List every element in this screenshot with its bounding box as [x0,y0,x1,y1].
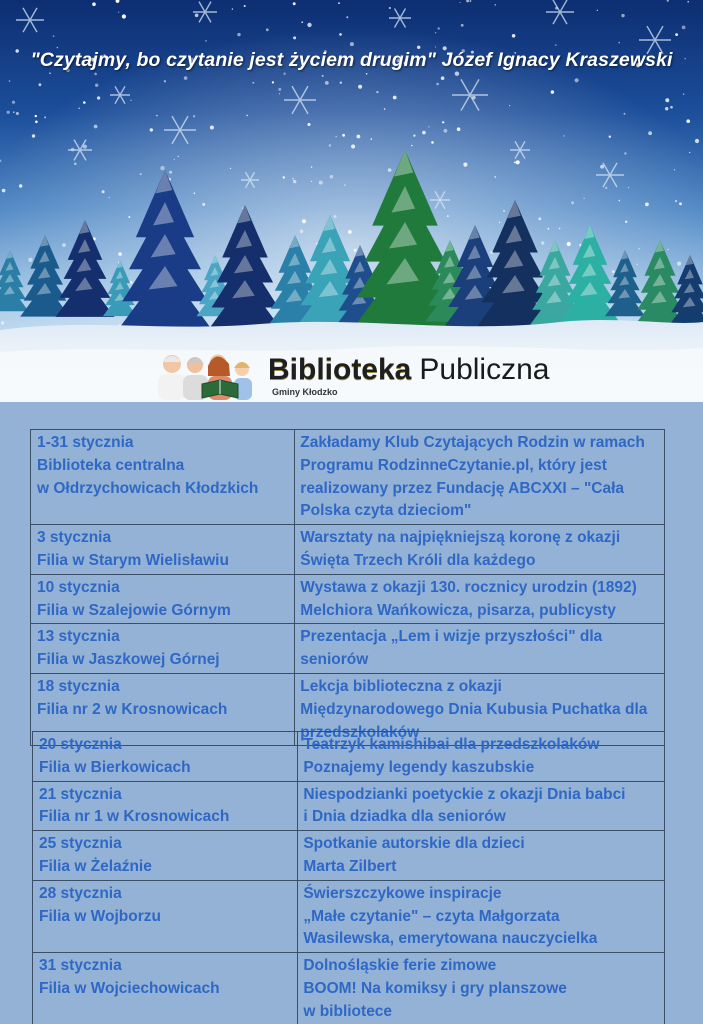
event-place: Filia w Żelaźnie [39,857,152,875]
event-row [33,831,665,881]
event-date-place-cell [31,525,295,575]
event-description-line: Niespodzianki poetyckie z okazji Dnia babci [303,785,626,803]
logo-subtitle: Gminy Kłodzko [272,387,338,397]
events-table-second [32,731,665,1024]
header-quote: "Czytajmy, bo czytanie jest życiem drugim" Józef Ignacy Kraszewski [30,49,673,71]
event-place: Filia w Wojborzu [39,907,161,925]
event-place: Filia w Wojciechowicach [39,979,220,997]
event-place: Filia w Bierkowicach [39,758,191,776]
event-date-place-cell [31,430,295,525]
event-place: Filia nr 1 w Krosnowicach [39,808,230,826]
event-description-line: „Małe czytanie" – czyta Małgorzata [303,907,560,925]
event-description-cell [295,574,665,624]
event-row [33,953,665,1024]
event-date-place-cell [33,880,298,952]
event-date: 10 stycznia [37,578,120,596]
event-date: 31 stycznia [39,957,122,975]
event-description-line: Święta Trzech Króli dla każdego [300,551,536,569]
event-description-line: seniorów [300,651,369,669]
event-date-place-cell [31,624,295,674]
event-place: w Ołdrzychowicach Kłodzkich [37,479,259,497]
event-description-cell [295,624,665,674]
event-description-cell [298,732,665,782]
event-description-line: Dolnośląskie ferie zimowe [303,957,497,975]
event-description-cell [295,525,665,575]
event-date: 25 stycznia [39,835,122,853]
event-row [33,732,665,782]
logo-wordmark [268,352,549,388]
logo-word-biblioteka: Biblioteka [268,353,412,386]
event-row [31,574,665,624]
event-description-line: Polska czyta dzieciom" [300,502,472,520]
event-description-cell [298,880,665,952]
event-description-cell [298,953,665,1024]
event-description-line: Marta Zilbert [303,857,397,875]
library-logo [150,350,578,402]
event-place: Filia w Jaszkowej Górnej [37,651,220,669]
event-row [31,525,665,575]
event-row [31,624,665,674]
event-description-cell [298,831,665,881]
event-date-place-cell [33,781,298,831]
event-date: 3 stycznia [37,529,112,547]
event-date-place-cell [33,732,298,782]
event-date: 1-31 stycznia [37,434,134,451]
event-description-line: Lekcja biblioteczna z okazji [300,677,502,695]
event-date: 28 stycznia [39,884,122,902]
event-row [33,880,665,952]
reading-family-icon [150,350,265,402]
event-description-line: Melchiora Wańkowicza, pisarza, publicysty [300,601,616,619]
event-description-line: Wystawa z okazji 130. rocznicy urodzin (1892) [300,578,637,596]
event-description-line: Programu RodzinneCzytanie.pl, który jest [300,456,607,474]
event-description-line: w bibliotece [303,1002,393,1020]
event-date: 13 stycznia [37,628,120,646]
event-description-line: i Dnia dziadka dla seniorów [303,808,506,826]
event-description-line: BOOM! Na komiksy i gry planszowe [303,979,567,997]
event-date: 18 stycznia [37,677,120,695]
event-description-line: Spotkanie autorskie dla dzieci [303,835,525,853]
event-description-line: Teatrzyk kamishibai dla przedszkolaków [303,736,600,753]
events-table-first [30,429,665,746]
event-description-line: Międzynarodowego Dnia Kubusia Puchatka dla [300,700,648,718]
event-date-place-cell [33,953,298,1024]
event-date-place-cell [33,831,298,881]
event-place: Filia nr 2 w Krosnowicach [37,700,228,718]
event-row [33,781,665,831]
event-description-line: przedszkolaków [300,723,420,741]
event-description-cell [295,430,665,525]
event-place: Filia w Starym Wielisławiu [37,551,229,569]
event-description-line: Poznajemy legendy kaszubskie [303,758,535,776]
event-description-line: realizowany przez Fundację ABCXXI – "Cała [300,479,625,497]
event-description-line: Prezentacja „Lem i wizje przyszłości" dla [300,628,603,646]
event-place: Biblioteka centralna [37,456,185,474]
event-description-line: Zakładamy Klub Czytających Rodzin w ramach [300,434,645,451]
event-description-line: Wasilewska, emerytowana nauczycielka [303,930,598,948]
event-date: 21 stycznia [39,785,122,803]
winter-header-banner [0,0,703,402]
event-row [31,430,665,525]
event-description-cell [298,781,665,831]
event-description-line: Warsztaty na najpiękniejszą koronę z okazji [300,529,621,547]
event-date: 20 stycznia [39,736,122,753]
logo-word-publiczna: Publiczna [419,353,550,386]
event-description-line: Świerszczykowe inspiracje [303,884,502,902]
event-date-place-cell [31,574,295,624]
event-place: Filia w Szalejowie Górnym [37,601,231,619]
